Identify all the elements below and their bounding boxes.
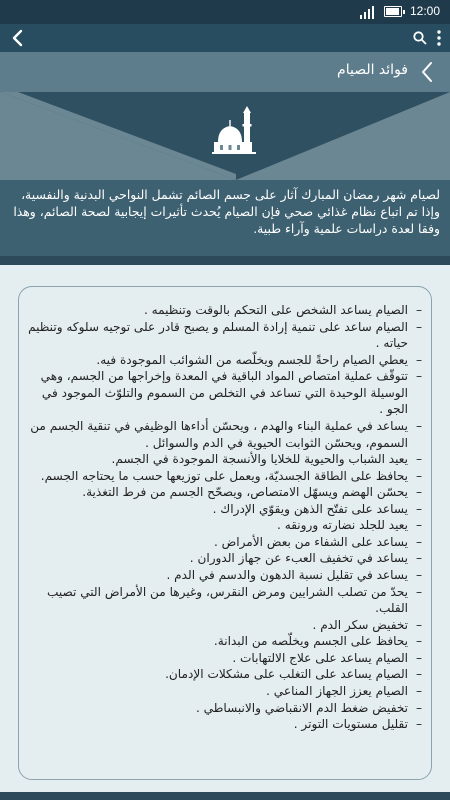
search-icon[interactable] [412, 30, 428, 46]
benefit-item: – الصيام يساعد الشخص على التحكم بالوقت وتنظيمه . [26, 302, 422, 319]
benefit-item: – يساعد في تقليل نسبة الدهون والدسم في الدم . [26, 567, 422, 584]
benefit-item: – يحافظ على الطاقة الجسديّة، ويعمل على توزيعها حسب ما يحتاجه الجسم. [26, 468, 422, 485]
benefit-item: – تقليل مستويات التوتر . [26, 716, 422, 733]
intro-text: لصيام شهر رمضان المبارك آثار على جسم الصائم تشمل النواحي البدنية والنفسية، وإذا تم اتباع نظام غذائي صحي فإن الصيام يُحدث تأثيرات إيجابية لصحة الصائم، وهذا وفقا لعدة دراسات علمية وآراء طبية. [0, 180, 450, 256]
benefit-item: – يساعد على الشفاء من بعض الأمراض . [26, 534, 422, 551]
benefit-item: – يساعد في تخفيف العبء عن جهاز الدوران . [26, 550, 422, 567]
benefit-item: – الصيام ساعد على تنمية إرادة المسلم و يصبح قادر على توجيه سلوكه وتنظيم حياته . [26, 319, 422, 352]
section-header [0, 52, 450, 92]
footer-band [0, 792, 450, 800]
benefit-item: – يساعد على تفتّح الذهن ويقوّي الإدراك . [26, 501, 422, 518]
divider-band [0, 256, 450, 265]
status-time: 12:00 [409, 4, 440, 18]
benefit-item: – تخفيض ضغط الدم الانقباضي والانبساطي . [26, 700, 422, 717]
benefit-item: – يحافظ على الجسم ويخلّصه من البدانة. [26, 633, 422, 650]
battery-icon [384, 6, 402, 17]
benefit-item: – يحدّ من تصلب الشرايين ومرض النقرس، وغيرها من الأمراض التي تصيب القلب. [26, 584, 422, 617]
benefit-item: – يعيد للجلد نضارته ورونقه . [26, 517, 422, 534]
chevron-left-icon[interactable] [418, 60, 436, 84]
benefits-list [26, 302, 422, 733]
benefit-item: – الصيام يعزز الجهاز المناعي . [26, 683, 422, 700]
benefit-item: – تتوقّف عملية امتصاص المواد الباقية في المعدة وإخراجها من الجسم، وهي الوسيلة الوحيدة التي تساعد في التخلص من السموم والتلوّث الموجود في الجو . [26, 368, 422, 418]
benefit-item: – يعطي الصيام راحةً للجسم ويخلّصه من الشوائب الموجودة فيه. [26, 352, 422, 369]
app-bar [0, 24, 450, 52]
benefit-item: – يحسّن الهضم ويسهّل الامتصاص، ويصحّح الجسم من فرط التغذية. [26, 484, 422, 501]
benefit-item: – الصيام يساعد على علاج الالتهابات . [26, 650, 422, 667]
status-bar [0, 0, 450, 24]
mosque-icon [208, 106, 264, 156]
page-title: فوائد الصيام [337, 62, 408, 78]
hero-banner [0, 92, 450, 180]
benefit-item: – يساعد في عملية البناء والهدم ، ويحسّن أداءها الوظيفي في تنقية الجسم من السموم، ويحسّن الثوابت الحيوية في الدم والسوائل . [26, 418, 422, 451]
signal-icon [360, 5, 374, 19]
benefit-item: – الصيام يساعد على التغلب على مشكلات الإدمان. [26, 666, 422, 683]
benefit-item: – تخفيض سكر الدم . [26, 617, 422, 634]
back-arrow-icon[interactable] [6, 26, 30, 50]
benefit-item: – يعيد الشباب والحيوية للخلايا والأنسجة الموجودة في الجسم. [26, 451, 422, 468]
more-options-icon[interactable] [434, 29, 444, 47]
